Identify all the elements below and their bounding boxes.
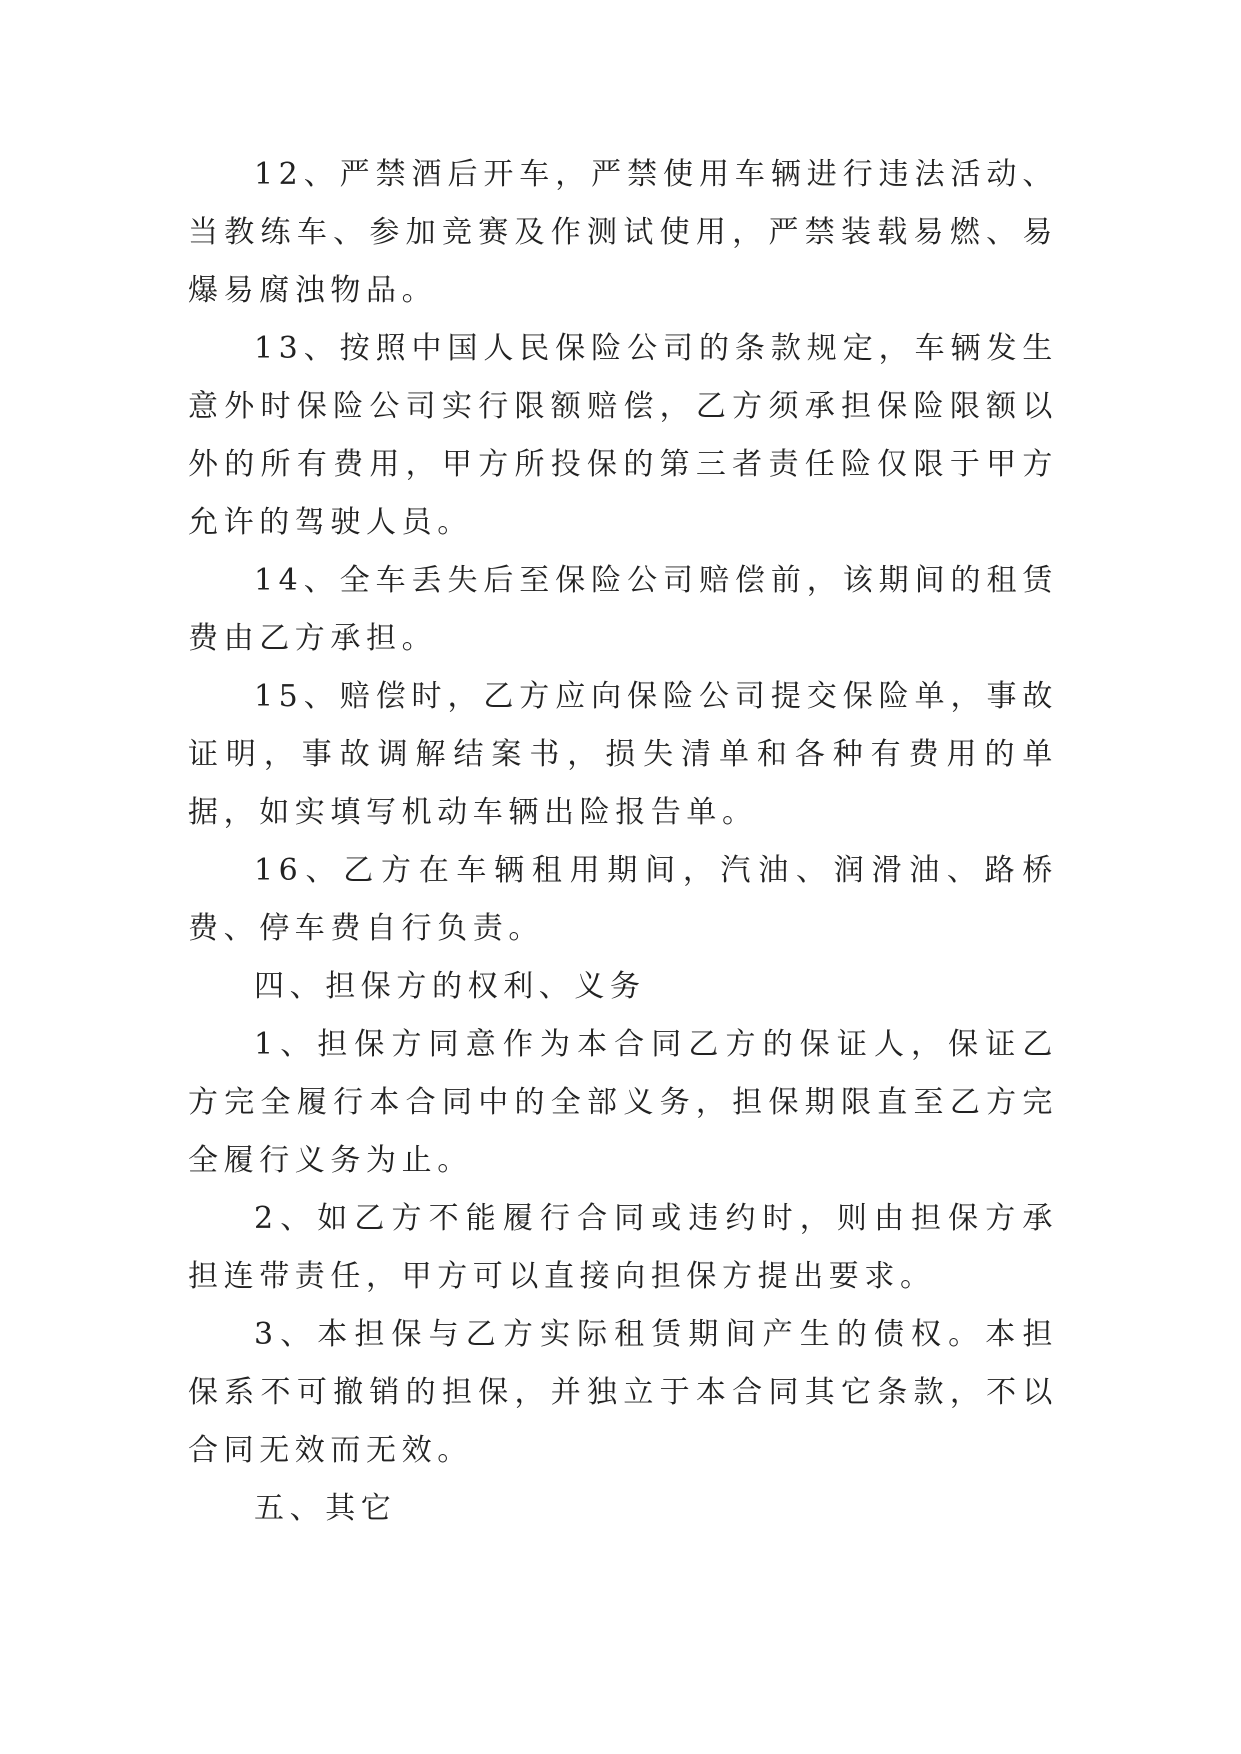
section-heading-other: 五、其它: [254, 1491, 397, 1526]
paragraph-guarantor-3: 3、本担保与乙方实际租赁期间产生的债权。本担保系不可撤销的担保，并独立于本合同其它条款，不以合同无效而无效。: [188, 1317, 1058, 1468]
paragraph-clause-13: 13、按照中国人民保险公司的条款规定，车辆发生意外时保险公司实行限额赔偿，乙方须承担保险限额以外的所有费用，甲方所投保的第三者责任险仅限于甲方允许的驾驶人员。: [188, 331, 1058, 540]
paragraph-clause-12: 12、严禁酒后开车，严禁使用车辆进行违法活动、当教练车、参加竞赛及作测试使用，严禁装载易燃、易爆易腐浊物品。: [188, 157, 1058, 308]
paragraph-clause-14: 14、全车丢失后至保险公司赔偿前，该期间的租赁费由乙方承担。: [188, 563, 1058, 656]
paragraph-guarantor-1: 1、担保方同意作为本合同乙方的保证人，保证乙方完全履行本合同中的全部义务，担保期限直至乙方完全履行义务为止。: [188, 1027, 1058, 1178]
paragraph-guarantor-2: 2、如乙方不能履行合同或违约时，则由担保方承担连带责任，甲方可以直接向担保方提出要求。: [188, 1201, 1058, 1294]
paragraph-clause-15: 15、赔偿时，乙方应向保险公司提交保险单，事故证明，事故调解结案书，损失清单和各种有费用的单据，如实填写机动车辆出险报告单。: [188, 679, 1058, 830]
paragraph-clause-16: 16、乙方在车辆租用期间，汽油、润滑油、路桥费、停车费自行负责。: [188, 853, 1058, 946]
section-heading-guarantor: 四、担保方的权利、义务: [254, 969, 646, 1004]
document-page: [188, 146, 1058, 1538]
